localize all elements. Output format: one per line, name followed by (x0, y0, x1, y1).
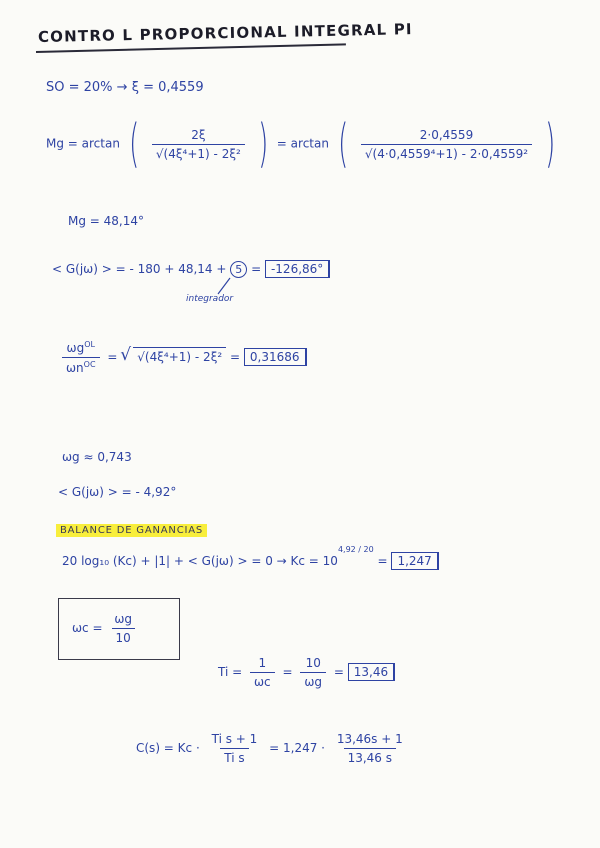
mg-fraction-symbolic (152, 128, 245, 161)
wg-num-sup: OL (84, 340, 95, 349)
kc-result-box: 1,247 (391, 552, 438, 570)
cs-den-symbolic: Ti s (220, 748, 248, 765)
wg-ratio-fraction (62, 340, 100, 375)
wc-label: ωc = (72, 621, 103, 635)
ti-equals: = (282, 665, 293, 679)
overshoot-line: SO = 20% → ξ = 0,4559 (46, 80, 204, 95)
wg-ratio-numerator (63, 340, 99, 357)
wc-numerator: ωg (114, 612, 133, 626)
phase-left: < G(jω) > = - 180 + 48,14 + (52, 262, 227, 276)
page-title: CONTRO L PROPORCIONAL INTEGRAL PI (37, 20, 413, 46)
mg-fraction-numeric (361, 128, 532, 161)
cs-den-numeric: 13,46 s (344, 748, 396, 765)
cs-num-symbolic: Ti s + 1 (211, 732, 258, 746)
mg-denominator-numeric: √(4·0,4559⁴+1) - 2·0,4559² (361, 144, 532, 161)
left-paren-2: ( (337, 114, 349, 174)
balance-equals: = (377, 554, 388, 568)
mg-denominator-symbolic: √(4ξ⁴+1) - 2ξ² (152, 144, 245, 161)
wg-value: ωg ≈ 0,743 (62, 450, 132, 464)
wc-denominator: 10 (112, 628, 135, 645)
ti-fraction-1 (250, 656, 275, 689)
ti-equation (218, 656, 395, 689)
wc-equation (72, 612, 140, 645)
wn-den-sup: OC (83, 360, 96, 369)
cs-num-numeric: 13,46s + 1 (336, 732, 403, 746)
wg-ratio-denominator (62, 357, 100, 375)
right-paren-2: ) (544, 114, 556, 174)
ti-frac2-den: ωg (300, 672, 326, 689)
wg-equals: = (107, 350, 118, 364)
ti-label: Ti = (218, 665, 243, 679)
left-paren: ( (128, 114, 140, 174)
right-paren: ) (257, 114, 268, 174)
integrador-note: integrador (186, 294, 234, 304)
gjw-value: < G(jω) > = - 4,92° (58, 485, 177, 499)
ti-equals-end: = (333, 665, 344, 679)
balance-exponent: 4,92 / 20 (337, 545, 374, 554)
mg-numerator-symbolic: 2ξ (191, 127, 206, 142)
cs-equals: = 1,247 · (269, 741, 325, 755)
wg-equals-end: = (230, 350, 241, 364)
circled-integrator-term: 5 (230, 261, 247, 278)
mg-value: Mg = 48,14° (68, 214, 145, 228)
wc-fraction (110, 612, 136, 645)
wg-num-symbol: ωg (66, 341, 85, 355)
mg-label: Mg = arctan (46, 136, 120, 151)
ti-frac1-den: ωc (250, 672, 275, 689)
cs-label: C(s) = Kc · (136, 741, 200, 755)
wn-den-symbol: ωn (66, 361, 84, 375)
phase-result-box: -126,86° (265, 260, 330, 278)
wg-ratio-result-box: 0,31686 (244, 348, 307, 366)
ti-fraction-2 (300, 656, 326, 689)
ti-frac2-num: 10 (305, 656, 321, 670)
ti-result-box: 13,46 (348, 663, 395, 681)
controller-equation (136, 732, 411, 765)
balance-equation (62, 545, 439, 570)
balance-heading (56, 518, 207, 537)
mg-equals-arctan: = arctan (276, 136, 329, 151)
balance-eq-text: 20 log₁₀ (Kc) + |1| + < G(jω) > = 0 → Kc = 10 (62, 554, 338, 568)
mg-numerator-numeric: 2·0,4559 (419, 127, 474, 142)
cs-fraction-numeric (333, 732, 407, 765)
balance-highlight: BALANCE DE GANANCIAS (56, 524, 207, 537)
cs-fraction-symbolic (208, 732, 262, 765)
phase-equation (52, 260, 330, 278)
mg-equation (46, 114, 560, 174)
wg-ratio-equation (58, 340, 307, 375)
phase-equals: = (251, 262, 262, 276)
ti-frac1-num: 1 (258, 656, 267, 670)
wg-root: √ √(4ξ⁴+1) - 2ξ² (133, 347, 226, 364)
